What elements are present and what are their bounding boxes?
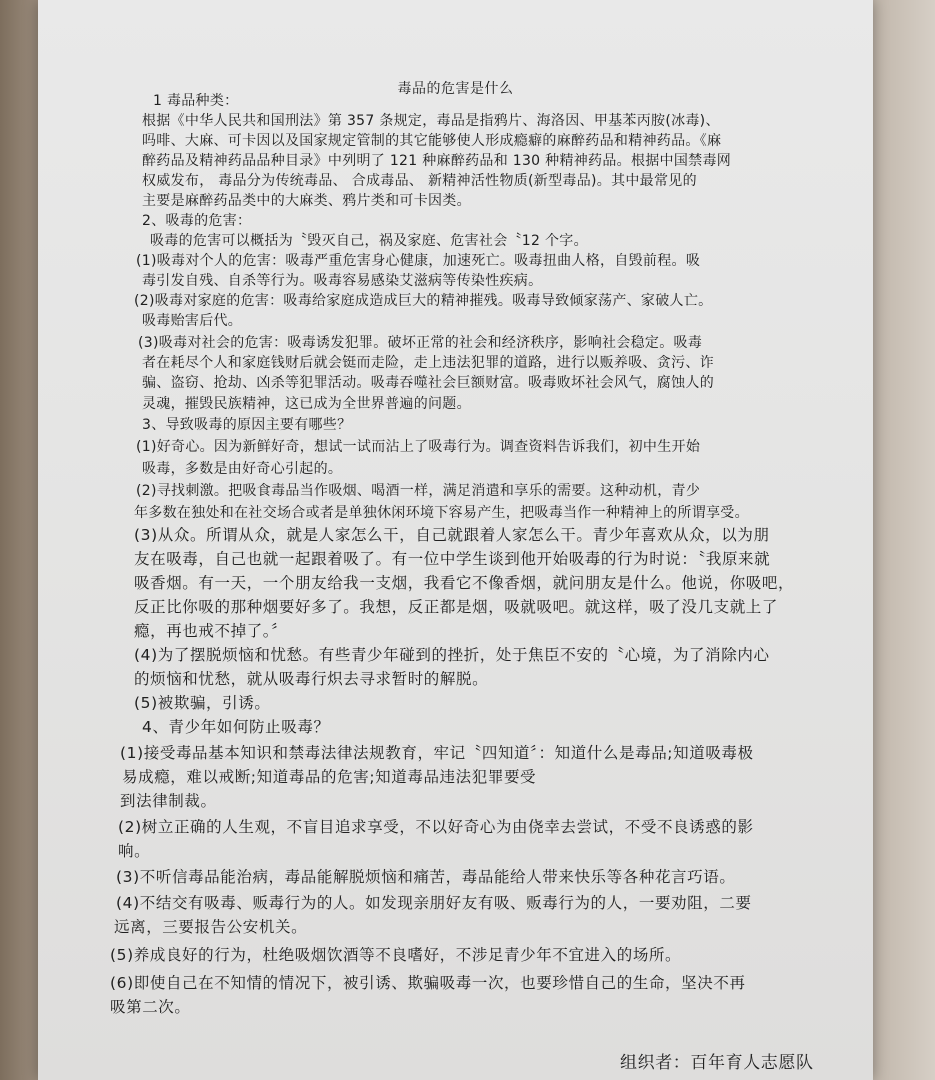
text-heading: 4、青少年如何防止吸毒？: [142, 718, 330, 736]
text-line: 吸毒贻害后代。: [142, 313, 243, 329]
text-line: (5)被欺骗，引诱。: [134, 694, 271, 712]
text-line: 吗啡、大麻、可卡因以及国家规定管制的其它能够使人形成瘾癖的麻醉药品和精神药品。《麻: [142, 133, 722, 149]
text-line: 者在耗尽个人和家庭钱财后就会铤而走险，走上违法犯罪的道路，进行以贩养吸、贪污、诈: [142, 355, 714, 371]
text-line: 年多数在独处和在社交场合或者是单独休闲环境下容易产生，把吸毒当作一种精神上的所谓享受。: [134, 505, 749, 521]
text-line: 吸香烟。有一天，一个朋友给我一支烟，我看它不像香烟，就问朋友是什么。他说，你吸吧，: [134, 574, 795, 592]
text-line: 骗、盗窃、抢劫、凶杀等犯罪活动。吸毒吞噬社会巨额财富。吸毒败坏社会风气，腐蚀人的: [142, 375, 714, 391]
text-line: 1 毒品种类：: [153, 93, 239, 109]
text-line: 吸毒的危害可以概括为〝毁灭自己，祸及家庭、危害社会〝12 个字。: [150, 233, 588, 249]
text-line: 反正比你吸的那种烟要好多了。我想，反正都是烟，吸就吸吧。就这样，吸了没几支就上了: [134, 598, 779, 616]
text-line: (1)吸毒对个人的危害：吸毒严重危害身心健康，加速死亡。吸毒扭曲人格，自毁前程。吸: [136, 253, 701, 269]
text-line: 的烦恼和忧愁，就从吸毒行炽去寻求暂时的解脱。: [134, 670, 489, 688]
text-line: 远离，三要报告公安机关。: [114, 918, 308, 936]
text-line: (6)即使自己在不知情的情况下，被引诱、欺骗吸毒一次，也要珍惜自己的生命，坚决不再: [110, 974, 746, 992]
text-line: 响。: [118, 842, 151, 860]
text-line: (4)不结交有吸毒、贩毒行为的人。如发现亲朋好友有吸、贩毒行为的人，一要劝阻，二要: [116, 894, 752, 912]
text-line: (1)接受毒品基本知识和禁毒法律法规教育，牢记〝四知道〞：知道什么是毒品;知道吸毒极: [120, 744, 754, 762]
document-sheet: [38, 0, 873, 1080]
text-line: 根据《中华人民共和国刑法》第 357 条规定，毒品是指鸦片、海洛因、甲基苯丙胺(冰毒)、: [142, 113, 720, 129]
text-line: 瘾，再也戒不掉了。〞: [134, 622, 288, 640]
document-title: 毒品的危害是什么: [397, 81, 514, 97]
text-line: 主要是麻醉药品类中的大麻类、鸦片类和可卡因类。: [142, 193, 471, 209]
text-heading: 3、导致吸毒的原因主要有哪些？: [142, 417, 352, 433]
text-line: 毒引发自残、自杀等行为。吸毒容易感染艾滋病等传染性疾病。: [142, 273, 543, 289]
text-line: 易成瘾，难以戒断;知道毒品的危害;知道毒品违法犯罪要受: [122, 768, 537, 786]
text-line: (2)寻找刺激。把吸食毒品当作吸烟、喝酒一样，满足消遣和享乐的需要。这种动机，青少: [136, 483, 701, 499]
text-line: 醉药品及精神药品品种目录》中列明了 121 种麻醉药品和 130 种精神药品。根据中国禁毒网: [142, 153, 732, 169]
text-line: 灵魂，摧毁民族精神，这已成为全世界普遍的问题。: [142, 396, 471, 412]
text-line: (3)从众。所谓从众，就是人家怎么干，自己就跟着人家怎么干。青少年喜欢从众，以为朋: [134, 526, 770, 544]
text-line: (2)树立正确的人生观，不盲目追求享受，不以好奇心为由侥幸去尝试，不受不良诱惑的影: [118, 818, 754, 836]
text-heading: 2、吸毒的危害：: [142, 213, 252, 229]
text-line: (3)不听信毒品能治病，毒品能解脱烦恼和痛苦，毒品能给人带来快乐等各种花言巧语。: [116, 868, 736, 886]
text-line: 友在吸毒，自己也就一起跟着吸了。有一位中学生谈到他开始吸毒的行为时说：〝我原来就: [134, 550, 771, 568]
text-line: 到法律制裁。: [120, 792, 217, 810]
text-line: (2)吸毒对家庭的危害：吸毒给家庭成造成巨大的精神摧残。吸毒导致倾家荡产、家破人亡。: [134, 293, 713, 309]
text-line: (3)吸毒对社会的危害：吸毒诱发犯罪。破坏正常的社会和经济秩序，影响社会稳定。吸毒: [138, 335, 703, 351]
text-line: (5)养成良好的行为，杜绝吸烟饮酒等不良嗜好，不涉足青少年不宜进入的场所。: [110, 946, 682, 964]
text-line: 吸毒，多数是由好奇心引起的。: [142, 461, 343, 477]
text-line: 吸第二次。: [110, 998, 191, 1016]
text-line: (4)为了摆脱烦恼和忧愁。有些青少年碰到的挫折，处于焦臣不安的〝心境，为了消除内心: [134, 646, 770, 664]
organizer-signature: 组织者：百年育人志愿队: [620, 1053, 814, 1073]
text-line: 权威发布， 毒品分为传统毒品、 合成毒品、 新精神活性物质(新型毒品)。其中最常见的: [142, 173, 697, 189]
text-line: (1)好奇心。因为新鲜好奇，想试一试而沾上了吸毒行为。调查资料告诉我们，初中生开始: [136, 439, 701, 455]
